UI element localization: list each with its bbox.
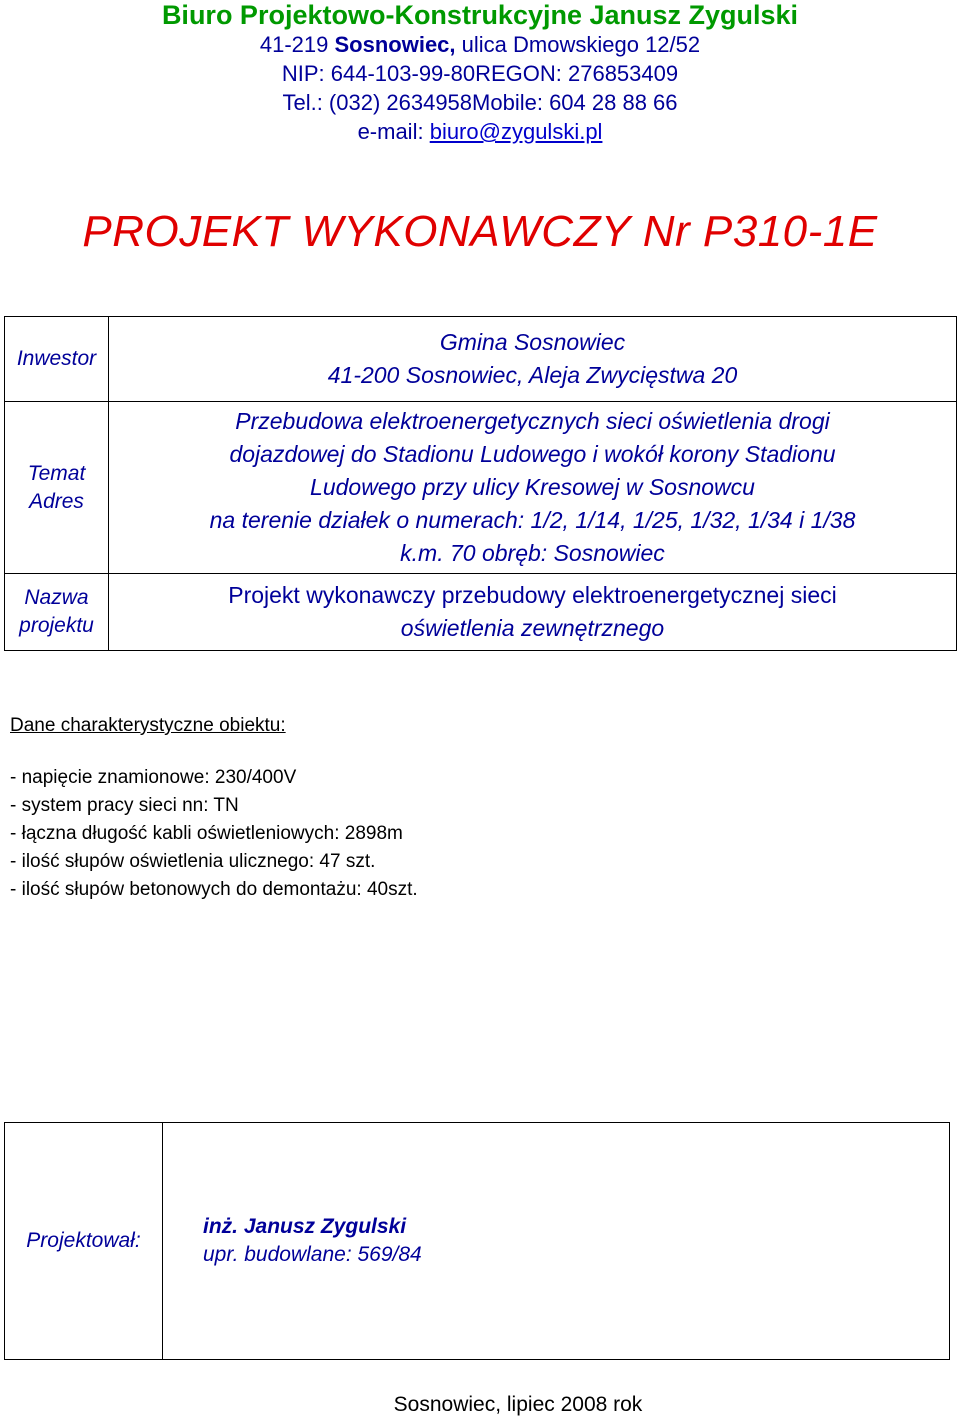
topic-label-line1: Temat [27,461,86,485]
topic-line: na terenie działek o numerach: 1/2, 1/14, 1/25, 1/32, 1/34 i 1/38 [209,507,856,533]
characteristics-item: - ilość słupów betonowych do demontażu: 40szt. [10,879,418,900]
address-city: Sosnowiec, [334,32,456,57]
topic-label [5,402,109,574]
project-name-label-line2: projektu [19,614,94,637]
designer-license: upr. budowlane: 569/84 [203,1243,422,1266]
project-name-label-line1: Nazwa [24,586,89,609]
characteristics-item: - łączna długość kabli oświetleniowych: 2898m [10,823,403,844]
investor-name: Gmina Sosnowiec [439,329,626,355]
characteristics-item: - napięcie znamionowe: 230/400V [10,767,297,788]
firm-address [0,30,960,59]
document-title: PROJEKT WYKONAWCZY Nr P310-1E [82,207,878,256]
email-link[interactable]: biuro@zygulski.pl [429,119,603,144]
firm-name: Biuro Projektowo-Konstrukcyjne Janusz Zygulski [161,0,799,30]
project-name-label [5,574,109,651]
topic-line: Ludowego przy ulicy Kresowej w Sosnowcu [310,474,755,500]
investor-label: Inwestor [5,317,109,402]
regon: REGON: 276853409 [475,61,679,86]
characteristics-section [10,712,418,904]
designer-value [163,1123,950,1360]
project-name-line: oświetlenia zewnętrznego [400,615,665,641]
topic-line: Przebudowa elektroenergetycznych sieci oświetlenia drogi [235,408,830,434]
investor-value [109,317,957,402]
mobile: Mobile: 604 28 88 66 [472,90,678,115]
designer-box [4,1122,950,1360]
letterhead [0,0,960,146]
nip: NIP: 644-103-99-80 [281,61,476,86]
characteristics-item: - ilość słupów oświetlenia ulicznego: 47 szt. [10,851,376,872]
topic-value [109,402,957,574]
phone: Tel.: (032) 2634958 [282,90,473,115]
topic-line: k.m. 70 obręb: Sosnowiec [400,540,665,566]
designer-name: inż. Janusz Zygulski [203,1215,407,1238]
email-label: e-mail: [357,119,424,144]
topic-line: dojazdowej do Stadionu Ludowego i wokół korony Stadionu [229,441,836,467]
address-zip: 41-219 [259,32,329,57]
project-name-value [109,574,957,651]
firm-email [0,117,960,146]
project-info-table [4,316,957,651]
firm-phones [0,88,960,117]
place-date: Sosnowiec, lipiec 2008 rok [393,1393,643,1416]
designer-label: Projektował: [5,1123,163,1360]
project-name-line: Projekt wykonawczy przebudowy elektroenergetycznej sieci [228,582,837,608]
address-street: ulica Dmowskiego 12/52 [461,32,701,57]
characteristics-item: - system pracy sieci nn: TN [10,795,239,816]
firm-ids [0,59,960,88]
topic-label-line2: Adres [29,489,84,513]
characteristics-title: Dane charakterystyczne obiektu: [10,715,286,736]
investor-address: 41-200 Sosnowiec, Aleja Zwycięstwa 20 [327,362,738,388]
